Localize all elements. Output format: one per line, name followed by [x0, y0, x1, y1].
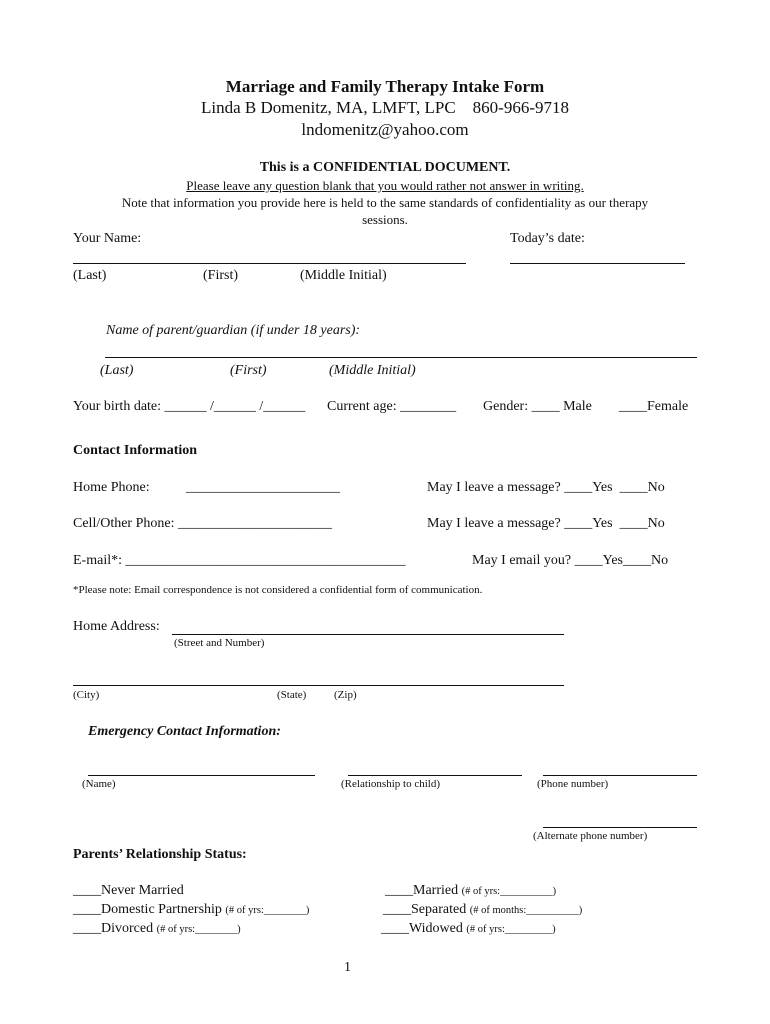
current-age-field[interactable]: Current age: ________ [327, 399, 457, 414]
emergency-relationship-field[interactable] [348, 775, 522, 776]
relationship-status-heading: Parents’ Relationship Status: [73, 847, 247, 862]
first-name-caption: (First) [203, 268, 238, 283]
email-disclaimer: *Please note: Email correspondence is not considered a confidential form of communication. [73, 584, 483, 596]
gender-female-option[interactable]: ____Female [619, 399, 689, 414]
page-number: 1 [344, 960, 351, 975]
never-married-option[interactable]: ____Never Married [73, 883, 184, 898]
email-permission-option[interactable]: May I email you? ____Yes____No [472, 553, 669, 568]
home-address-label: Home Address: [73, 619, 160, 634]
married-row [385, 883, 556, 899]
confidentiality-note: Note that information you provide here is held to the same standards of confidentiality as our therapy [121, 195, 649, 210]
widowed-years-field[interactable]: (# of yrs:_________) [466, 924, 556, 935]
todays-date-label: Today’s date: [510, 231, 585, 246]
domestic-partnership-row [73, 902, 309, 918]
therapist-info: Linda B Domenitz, MA, LMFT, LPC 860-966-9718 [201, 98, 569, 117]
domestic-years-field[interactable]: (# of yrs:________) [225, 905, 310, 916]
home-message-option[interactable]: May I leave a message? ____Yes ____No [427, 480, 665, 495]
street-field[interactable] [172, 634, 564, 635]
cell-phone-field[interactable]: Cell/Other Phone: ______________________ [73, 516, 332, 531]
city-caption: (City) [73, 689, 100, 701]
email-field[interactable]: E-mail*: ________________________________________ [73, 553, 406, 568]
birth-date-field[interactable]: Your birth date: ______ /______ /______ [73, 399, 306, 414]
emergency-alt-phone-caption: (Alternate phone number) [533, 830, 648, 842]
middle-initial-caption: (Middle Initial) [300, 268, 387, 283]
widowed-option[interactable]: ____Widowed [381, 921, 463, 936]
confidential-notice: This is a CONFIDENTIAL DOCUMENT. [259, 160, 511, 175]
zip-caption: (Zip) [334, 689, 357, 701]
divorced-row [73, 921, 241, 937]
emergency-phone-field[interactable] [543, 775, 697, 776]
last-name-caption: (Last) [73, 268, 107, 283]
guardian-name-field[interactable] [105, 357, 697, 358]
emergency-heading: Emergency Contact Information: [88, 724, 281, 739]
contact-heading: Contact Information [73, 443, 198, 458]
guardian-middle-caption: (Middle Initial) [329, 363, 416, 378]
guardian-label: Name of parent/guardian (if under 18 years): [106, 323, 361, 338]
separated-row [383, 902, 582, 918]
your-name-label: Your Name: [73, 231, 142, 246]
guardian-first-caption: (First) [230, 363, 267, 378]
emergency-name-field[interactable] [88, 775, 315, 776]
guardian-last-caption: (Last) [100, 363, 134, 378]
emergency-phone-caption: (Phone number) [537, 778, 609, 790]
todays-date-field[interactable] [510, 263, 685, 264]
cell-message-option[interactable]: May I leave a message? ____Yes ____No [427, 516, 665, 531]
separated-months-field[interactable]: (# of months:__________) [469, 905, 583, 916]
your-name-field[interactable] [73, 263, 466, 264]
confidentiality-note-end: sessions. [362, 212, 408, 227]
divorced-years-field[interactable]: (# of yrs:________) [156, 924, 241, 935]
leave-blank-notice: Please leave any question blank that you would rather not answer in writing. [186, 178, 584, 193]
form-title: Marriage and Family Therapy Intake Form [225, 77, 545, 96]
married-years-field[interactable]: (# of yrs:__________) [461, 886, 557, 897]
home-phone-label: Home Phone: [73, 480, 150, 495]
street-caption: (Street and Number) [174, 637, 265, 649]
emergency-alt-phone-field[interactable] [543, 827, 697, 828]
gender-male-option[interactable]: Gender: ____ Male [483, 399, 592, 414]
emergency-relationship-caption: (Relationship to child) [341, 778, 440, 790]
emergency-name-caption: (Name) [82, 778, 116, 790]
widowed-row [381, 921, 556, 937]
separated-option[interactable]: ____Separated [383, 902, 467, 917]
therapist-email: lndomenitz@yahoo.com [301, 120, 469, 139]
domestic-partnership-option[interactable]: ____Domestic Partnership [73, 902, 222, 917]
divorced-option[interactable]: ____Divorced [73, 921, 154, 936]
city-state-zip-field[interactable] [73, 685, 564, 686]
home-phone-field[interactable]: ______________________ [186, 480, 340, 495]
state-caption: (State) [277, 689, 307, 701]
married-option[interactable]: ____Married [385, 883, 459, 898]
